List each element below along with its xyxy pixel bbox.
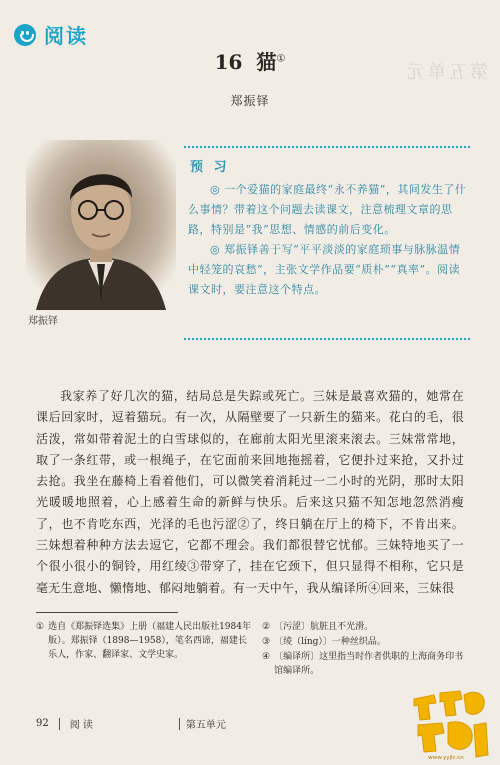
body-text <box>36 386 464 599</box>
watermark-url: www.yyjlc.cn <box>428 755 464 761</box>
footnote-item <box>262 635 468 649</box>
lesson-title <box>0 46 500 75</box>
footnotes-right <box>262 620 468 679</box>
section-label: 阅读 <box>44 24 88 48</box>
footnote-item <box>262 650 468 678</box>
page-number: 92 <box>36 718 49 729</box>
smiley-face-icon <box>14 24 36 46</box>
page-footer <box>36 716 226 731</box>
title-footnote-mark: ① <box>276 53 286 65</box>
footnote-number: ④ <box>262 652 271 662</box>
footer-unit <box>179 716 226 731</box>
footnote-number: ③ <box>262 637 271 647</box>
preview-title: 预 习 <box>190 160 230 175</box>
watermark-logo <box>408 685 490 761</box>
footnote-rule <box>36 612 178 613</box>
bleed-through-text: 第五单元 <box>404 62 488 83</box>
footnote-text: 〔编译所〕这里指当时作者供职的上海商务印书馆编译所。 <box>274 652 464 676</box>
section-header <box>14 20 88 49</box>
footer-section-label: 阅 读 <box>69 720 93 731</box>
footnote-text: 选自《郑振铎选集》上册（福建人民出版社1984年版）。郑振铎（1898—1958），笔名西谛，福建长乐人，作家、翻译家、文学史家。 <box>48 622 251 660</box>
body-paragraph: 我家养了好几次的猫，结局总是失踪或死亡。三妹是最喜欢猫的，她常在课后回家时，逗着猫玩。有一次，从隔壁要了一只新生的猫来。花白的毛，很活泼，常如带着泥土的白雪球似的，在廊前太阳光里滚来滚去。三妹常常地，取了一条红带，或一根绳子，在它面前来回地拖摇着，它便扑过来抢，又扑过去抢。我坐在藤椅上看着他们，可以微笑着消耗过一二小时的光阴，那时太阳光暖暖地照着，心上感着生命的新鲜与快乐。后来这只猫不知怎地忽然消瘦了，也不肯吃东西，光泽的毛也污涩②了，终日躺在厅上的椅下，不肯出来。三妹想着种种方法去逗它，它都不理会。我们都很替它忧郁。三妹特地买了一个很小很小的铜铃，用红绫③带穿了，挂在它颈下，但只显得不相称，它只是毫无生意地、懒惰地、郁闷地躺着。有一天中午，我从编译所④回来，三妹很 <box>36 389 464 595</box>
footer-unit-label: 第五单元 <box>185 720 226 731</box>
lesson-title-text: 猫 <box>256 50 277 74</box>
footnotes-left <box>36 620 251 663</box>
footnote-number: ① <box>36 622 45 632</box>
lesson-number: 16 <box>214 50 243 74</box>
footnote-number: ② <box>262 622 271 632</box>
footnote-item <box>262 620 468 634</box>
footer-divider <box>179 718 180 730</box>
footnote-text: 〔污涩〕肮脏且不光滑。 <box>274 622 374 632</box>
footer-divider <box>59 718 60 730</box>
preview-paragraph: ◎ 一个爱猫的家庭最终“永不养猫”，其间发生了什么事情？带着这个问题去读课文，注意梳理文章的思路，特别是“我”思想、情感的前后变化。 <box>188 183 467 236</box>
preview-paragraph: ◎ 郑振铎善于写“平平淡淡的家庭琐事与脉脉温情中轻笼的哀愁”，主张文学作品要“质朴”“真率”。阅读课文时，要注意这个特点。 <box>188 243 461 296</box>
preview-text <box>188 180 470 300</box>
author-name: 郑振铎 <box>230 94 270 108</box>
footnote-item <box>36 620 251 662</box>
preview-bottom-rule <box>184 338 470 340</box>
footnote-text: 〔绫（líng）〕一种丝织品。 <box>274 637 386 647</box>
author-portrait <box>26 140 176 310</box>
portrait-caption: 郑振铎 <box>28 316 58 327</box>
preview-top-rule <box>184 146 470 148</box>
